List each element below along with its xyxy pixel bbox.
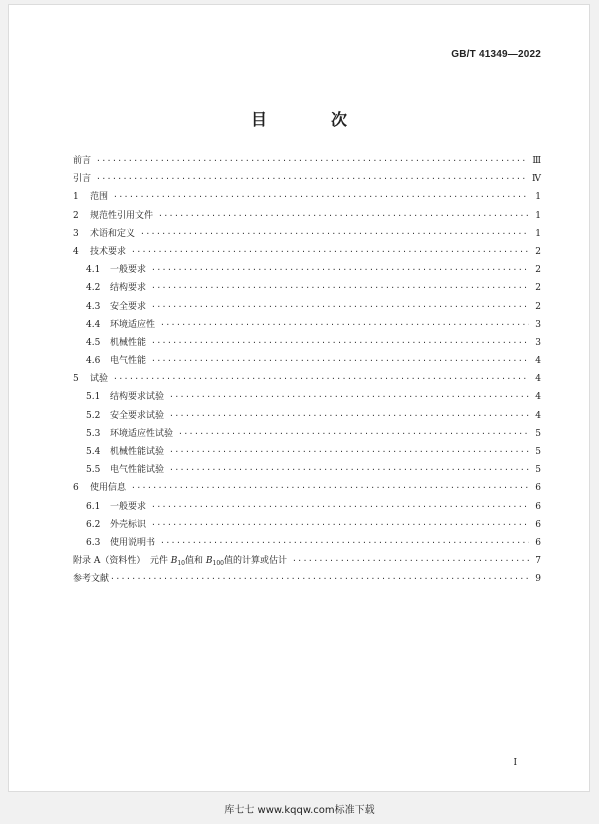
toc-entry-label: 规范性引用文件	[90, 210, 154, 221]
toc-entry-page: Ⅳ	[532, 174, 541, 185]
toc-leader-dots	[169, 392, 529, 401]
toc-leader-dots	[140, 229, 529, 238]
toc-entry-number: 4	[73, 246, 79, 257]
toc-entry-number: 6.3	[86, 537, 101, 548]
appendix-label: 附录 A（资料性） 元件 $B_{10}$值和 $B_{100}$值的计算或估计	[73, 556, 287, 568]
toc-leader-dots	[169, 411, 529, 420]
toc-entry-number: 6.2	[86, 519, 101, 530]
toc-entry-page: 5	[535, 428, 541, 439]
toc-entry-page: Ⅲ	[532, 156, 541, 166]
toc-entry-label: 外壳标识	[110, 519, 147, 530]
toc-entry-page: 4	[535, 374, 541, 385]
toc-entry-page: 1	[535, 210, 541, 221]
toc-entry-number: 3	[73, 228, 79, 239]
toc-entry[interactable]	[73, 280, 541, 298]
toc-entry-number: 4.1	[86, 265, 101, 276]
toc-entry[interactable]	[73, 426, 541, 444]
toc-leader-dots	[151, 502, 529, 511]
toc-entry-label: 试验	[90, 374, 109, 385]
toc-entry-page: 3	[535, 337, 541, 348]
toc-leader-dots	[151, 265, 529, 274]
toc-entry-references[interactable]	[73, 571, 541, 589]
references-label: 参考文献	[73, 574, 110, 585]
toc-leader-dots	[96, 174, 528, 183]
toc-entry-label: 引言	[73, 174, 92, 185]
toc-entry-number: 4.3	[86, 301, 101, 312]
toc-entry-label: 范围	[90, 192, 109, 203]
toc-entry-number: 5	[73, 374, 79, 385]
toc-entry-page: 3	[535, 319, 541, 330]
toc-leader-dots	[131, 483, 529, 492]
toc-entry-label: 结构要求试验	[110, 392, 165, 403]
toc-leader-dots	[160, 320, 529, 329]
toc-entry-page: 4	[535, 410, 541, 421]
toc-entry[interactable]	[73, 517, 541, 535]
document-page	[8, 4, 590, 792]
toc-entry[interactable]	[73, 244, 541, 262]
toc-entry-label: 一般要求	[110, 501, 147, 512]
toc-entry-label: 机械性能试验	[110, 447, 165, 457]
toc-entry-page: 2	[535, 301, 541, 312]
toc-entry-page: 1	[535, 192, 541, 203]
toc-entry-label: 环境适应性试验	[110, 428, 174, 439]
toc-entry-number: 6.1	[86, 501, 101, 512]
toc-entry-number: 5.5	[86, 465, 101, 476]
toc-entry-page: 7	[535, 556, 541, 567]
toc-entry-number: 4.6	[86, 356, 101, 367]
toc-entry-number: 4.4	[86, 319, 101, 330]
toc-entry-appendix[interactable]	[73, 553, 541, 571]
toc-entry-label: 安全要求试验	[110, 410, 165, 421]
toc-leader-dots	[151, 356, 529, 365]
toc-entry[interactable]	[73, 262, 541, 280]
toc-leader-dots	[113, 374, 529, 383]
toc-entry-number: 5.2	[86, 410, 101, 421]
toc-entry-label: 电气性能	[110, 356, 147, 367]
toc-entry-number: 5.3	[86, 428, 101, 439]
page-title: 目 次	[250, 110, 371, 129]
toc-entry-page: 6	[535, 501, 541, 512]
toc-entry-number: 4.2	[86, 283, 101, 294]
toc-entry[interactable]	[73, 408, 541, 426]
toc-entry-page: 5	[535, 465, 541, 476]
toc-entry[interactable]	[73, 462, 541, 480]
toc-entry-number: 4.5	[86, 337, 101, 348]
toc-entry-number: 2	[73, 210, 79, 221]
toc-entry[interactable]	[73, 353, 541, 371]
toc-entry[interactable]	[73, 317, 541, 335]
toc-leader-dots	[113, 192, 529, 201]
toc-entry[interactable]	[73, 371, 541, 389]
toc-leader-dots	[151, 520, 529, 529]
toc-leader-dots	[110, 574, 529, 583]
toc-entry[interactable]	[73, 208, 541, 226]
toc-entry-label: 技术要求	[90, 246, 127, 257]
toc-entry[interactable]	[73, 480, 541, 498]
toc-leader-dots	[169, 447, 529, 456]
toc-entry-label: 安全要求	[110, 301, 147, 312]
toc-entry-label: 使用信息	[90, 483, 127, 494]
toc-leader-dots	[158, 211, 529, 220]
toc-leader-dots	[160, 538, 529, 547]
toc-leader-dots	[178, 429, 529, 438]
toc-entry-label: 机械性能	[110, 337, 147, 348]
toc-entry-page: 6	[535, 537, 541, 548]
toc-entry-page: 6	[535, 483, 541, 494]
toc-entry-label: 前言	[73, 156, 92, 166]
toc-entry[interactable]	[73, 499, 541, 517]
toc-entry-page: 5	[535, 447, 541, 457]
toc-entry[interactable]	[73, 226, 541, 244]
toc-leader-dots	[131, 247, 529, 256]
table-of-contents	[73, 153, 541, 590]
toc-entry[interactable]	[73, 153, 541, 171]
toc-entry[interactable]	[73, 335, 541, 353]
toc-leader-dots	[292, 556, 529, 565]
toc-leader-dots	[96, 156, 528, 165]
toc-entry[interactable]	[73, 444, 541, 462]
standard-code: GB/T 41349—2022	[451, 49, 541, 60]
watermark-text: 库七七 www.kqqw.com标准下载	[224, 805, 375, 816]
toc-entry-number: 5.1	[86, 392, 101, 403]
toc-entry-number: 1	[73, 192, 79, 203]
toc-entry-label: 术语和定义	[90, 228, 136, 239]
page-number: Ⅰ	[513, 758, 517, 768]
toc-entry-number: 5.4	[86, 447, 101, 457]
toc-entry[interactable]	[73, 389, 541, 407]
toc-entry-page: 2	[535, 246, 541, 257]
toc-entry-page: 4	[535, 392, 541, 403]
toc-entry[interactable]	[73, 189, 541, 207]
toc-entry-label: 电气性能试验	[110, 465, 165, 476]
toc-entry-page: 9	[535, 574, 541, 585]
toc-leader-dots	[151, 302, 529, 311]
toc-entry-label: 使用说明书	[110, 537, 156, 548]
toc-entry[interactable]	[73, 299, 541, 317]
toc-entry-page: 4	[535, 356, 541, 367]
toc-entry-page: 2	[535, 283, 541, 294]
toc-entry[interactable]	[73, 535, 541, 553]
toc-entry-number: 6	[73, 483, 79, 494]
toc-entry-label: 结构要求	[110, 283, 147, 294]
toc-leader-dots	[169, 465, 529, 474]
toc-entry-label: 环境适应性	[110, 319, 156, 330]
toc-entry-label: 一般要求	[110, 265, 147, 276]
toc-entry-page: 6	[535, 519, 541, 530]
toc-leader-dots	[151, 283, 529, 292]
toc-entry[interactable]	[73, 171, 541, 189]
toc-entry-page: 2	[535, 265, 541, 276]
toc-entry-page: 1	[535, 228, 541, 239]
toc-leader-dots	[151, 338, 529, 347]
